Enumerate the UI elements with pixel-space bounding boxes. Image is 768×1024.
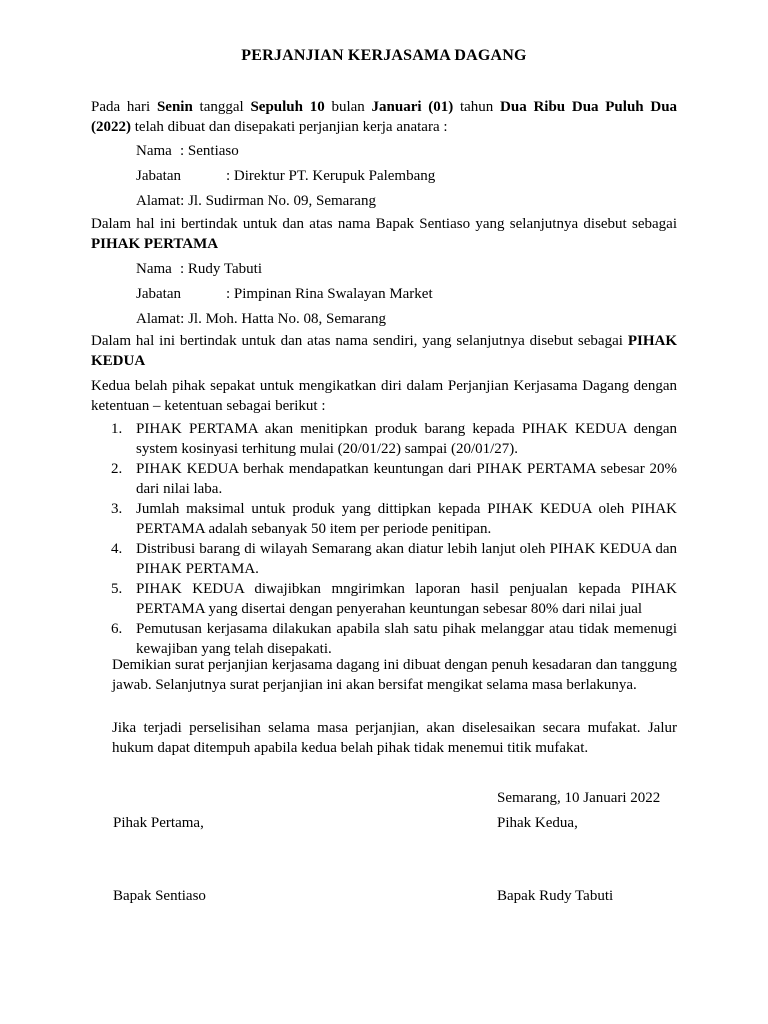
party2-name-label: Nama <box>136 261 172 277</box>
party2-role-text: Dalam hal ini bertindak untuk dan atas nama sendiri, yang selanjutnya disebut sebagai <box>91 333 628 349</box>
intro-text: tanggal <box>192 99 251 115</box>
intro-month: Januari (01) <box>371 99 454 115</box>
party1-title-value: : Direktur PT. Kerupuk Palembang <box>226 168 436 184</box>
term-text: PIHAK KEDUA berhak mendapatkan keuntungan dari PIHAK PERTAMA sebesar 20% dari nilai laba. <box>136 461 677 497</box>
list-item <box>111 539 677 579</box>
intro-text: telah dibuat dan disepakati perjanjian kerja anatara : <box>131 119 448 135</box>
term-text: Jumlah maksimal untuk produk yang dittipkan kepada PIHAK KEDUA oleh PIHAK PERTAMA adalah sebanyak 50 item per periode penitipan. <box>136 501 677 537</box>
party1-address-value: : Jl. Sudirman No. 09, Semarang <box>180 193 376 209</box>
party2-title-row <box>136 284 636 304</box>
party1-title-label: Jabatan <box>136 168 181 184</box>
intro-year: Dua Ribu Dua Puluh Dua (2022) <box>91 99 678 135</box>
party1-address-label: Alamat <box>136 193 181 209</box>
party2-name-row <box>136 259 636 279</box>
term-number: 1. <box>111 421 123 437</box>
party1-role-name: PIHAK PERTAMA <box>91 236 219 252</box>
term-text: PIHAK PERTAMA akan menitipkan produk barang kepada PIHAK KEDUA dengan system kosinyasi terhitung mulai (20/01/22) sampai (20/01/27). <box>136 421 677 457</box>
party1-name-value: : Sentiaso <box>180 143 239 159</box>
party1-title-row <box>136 166 636 186</box>
term-number: 5. <box>111 581 123 597</box>
party1-name-row <box>136 141 636 161</box>
party2-address-value: : Jl. Moh. Hatta No. 08, Semarang <box>180 311 386 327</box>
intro-date: Sepuluh 10 <box>250 99 325 115</box>
party1-role-paragraph <box>91 214 677 254</box>
list-item <box>111 419 677 459</box>
signature-name-second: Bapak Rudy Tabuti <box>497 888 614 904</box>
term-text: PIHAK KEDUA diwajibkan mngirimkan laporan hasil penjualan kepada PIHAK PERTAMA yang disertai dengan penyerahan keuntungan sebesar 80% dari nilai jual <box>136 581 677 617</box>
document-title: PERJANJIAN KERJASAMA DAGANG <box>241 47 527 64</box>
list-item <box>111 459 677 499</box>
party2-role-name: PIHAK KEDUA <box>91 333 677 369</box>
party2-address-label: Alamat <box>136 311 181 327</box>
list-item <box>111 499 677 539</box>
signature-label-second: Pihak Kedua, <box>497 815 578 831</box>
intro-paragraph <box>91 97 677 137</box>
intro-text: tahun <box>453 99 501 115</box>
signature-label-first: Pihak Pertama, <box>113 815 204 831</box>
term-text: Distribusi barang di wilayah Semarang akan diatur lebih lanjut oleh PIHAK KEDUA dan PIHAK PERTAMA. <box>136 541 677 577</box>
closing-paragraph-1: Demikian surat perjanjian kerjasama dagang ini dibuat dengan penuh kesadaran dan tanggung jawab. Selanjutnya surat perjanjian ini akan bersifat mengikat selama masa berlakunya. <box>112 657 677 693</box>
party1-address-row <box>136 191 636 211</box>
list-item <box>111 579 677 619</box>
party2-title-value: : Pimpinan Rina Swalayan Market <box>226 286 433 302</box>
intro-text: bulan <box>324 99 372 115</box>
terms-list <box>111 419 677 659</box>
term-number: 6. <box>111 621 123 637</box>
term-number: 2. <box>111 461 123 477</box>
intro-day: Senin <box>156 99 193 115</box>
list-item <box>111 619 677 659</box>
term-number: 3. <box>111 501 123 517</box>
term-text: Pemutusan kerjasama dilakukan apabila slah satu pihak melanggar atau tidak memenugi kewajiban yang telah disepakati. <box>136 621 677 657</box>
party2-address-row <box>136 309 636 329</box>
terms-intro: Kedua belah pihak sepakat untuk mengikatkan diri dalam Perjanjian Kerjasama Dagang dengan ketentuan – ketentuan sebagai berikut : <box>91 378 677 414</box>
closing-paragraph-2: Jika terjadi perselisihan selama masa perjanjian, akan diselesaikan secara mufakat. Jalur hukum dapat ditempuh apabila kedua belah pihak tidak menemui titik mufakat. <box>112 720 677 756</box>
party2-title-label: Jabatan <box>136 286 181 302</box>
term-number: 4. <box>111 541 123 557</box>
party2-role-paragraph <box>91 331 677 371</box>
party1-name-label: Nama <box>136 143 172 159</box>
party2-name-value: : Rudy Tabuti <box>180 261 263 277</box>
intro-text: Pada hari <box>91 99 157 115</box>
party1-role-text: Dalam hal ini bertindak untuk dan atas nama Bapak Sentiaso yang selanjutnya disebut sebagai <box>91 216 677 232</box>
place-date: Semarang, 10 Januari 2022 <box>497 790 661 806</box>
signature-name-first: Bapak Sentiaso <box>113 888 206 904</box>
